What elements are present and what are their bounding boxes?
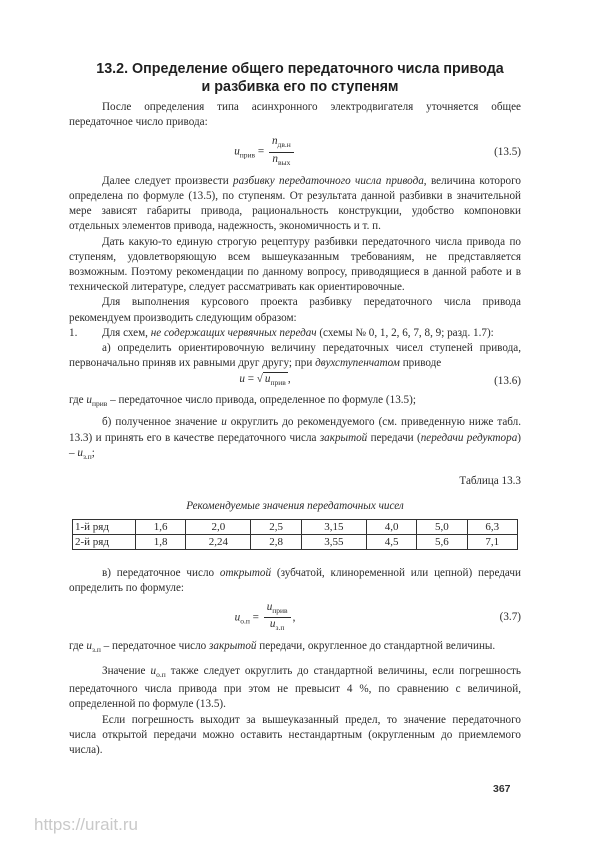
paragraph-course-project: Для выполнения курсового проекта разбивку передаточного числа привода рекомендуем производить следующим образом:: [69, 296, 521, 324]
formula-13-5: $u_{прив}$ = $\frac{n_{дв.н}}{n_{вых}}$ (13.5): [234, 135, 521, 167]
list-item-1: 1. Для схем, не содержащих червячных передач (схемы № 0, 1, 2, 6, 7, 8, 9; разд. 1.7):: [69, 326, 494, 339]
table-cell: 2,0: [186, 519, 251, 534]
paragraph-rounding: Значение $u_{о.п}$ также следует округлить до стандартной величины, если погрешность передаточного числа привода при этом не превысит 4 %, по сравнению с величиной, определенной по формуле (13.5).: [69, 664, 521, 711]
table-cell: 2,8: [251, 534, 301, 549]
equation-label: (3.7): [499, 611, 521, 624]
table-cell: 3,15: [301, 519, 366, 534]
fraction: $\frac{u_{прив}}{u_{з.п}}$: [264, 601, 291, 634]
watermark: https://urait.ru: [34, 815, 138, 834]
table-cell: 1,8: [136, 534, 186, 549]
heading-line-1: 13.2. Определение общего передаточного числа привода: [96, 61, 504, 77]
table-cell: 4,5: [366, 534, 416, 549]
sqrt-sign: √: [256, 373, 263, 386]
step-b: б) полученное значение u округлить до рекомендуемого (см. приведенную ниже табл. 13.3) и принять его в качестве передаточного числа закрытой передачи (передачи редуктора) – $u_{з.п}$;: [69, 416, 521, 461]
equation-label: (13.5): [494, 145, 521, 158]
paragraph-breakdown: Далее следует произвести разбивку передаточного числа привода, величина которого определена по формуле (13.5), по ступеням. От результата данной разбивки в значительной мере зависят габариты привода, рациональность конструкции, удобство компоновки отдельных элементов привода, надежность, экономичность и т. п.: [69, 174, 521, 233]
heading-line-2: и разбивка его по ступеням: [201, 79, 399, 95]
paragraph-intro: После определения типа асинхронного электродвигателя уточняется общее передаточное число привода:: [69, 101, 521, 129]
table-cell: 4,0: [366, 519, 416, 534]
fraction: $\frac{n_{дв.н}}{n_{вых}}$: [269, 135, 294, 168]
body-text: [69, 100, 521, 758]
formula-13-6: u = √ $u_{прив}$ , (13.6): [239, 373, 521, 388]
paragraph-recipe: Дать какую-то единую строгую рецептуру разбивки передаточного числа привода по ступеням, удовлетворяющую всем вышеуказанным требованиям, не представляется возможным. Поэтому рекомендации по данному вопросу, приводящиеся в данной работе и в технической литературе, следует рассматривать как ориентировочные.: [69, 235, 521, 294]
table-cell: 2,24: [186, 534, 251, 549]
section-heading: [80, 60, 520, 96]
equation-label: (13.6): [494, 375, 521, 388]
table-cell: 1,6: [136, 519, 186, 534]
row-header: 2-й ряд: [73, 534, 136, 549]
ratio-table: [72, 519, 518, 550]
page-number: 367: [493, 783, 511, 795]
table-title: Рекомендуемые значения передаточных чисел: [186, 500, 404, 513]
table-cell: 7,1: [467, 534, 517, 549]
where-clause-1: где $u_{прив}$ – передаточное число привода, определенное по формуле (13.5);: [69, 393, 416, 409]
table-cell: 2,5: [251, 519, 301, 534]
table-caption: Таблица 13.3: [459, 475, 521, 488]
table-cell: 5,6: [417, 534, 467, 549]
table-row: [73, 534, 518, 549]
row-header: 1-й ряд: [73, 519, 136, 534]
step-v: в) передаточное число открытой (зубчатой, клиноременной или цепной) передачи определить по формуле:: [69, 566, 521, 594]
table-cell: 5,0: [417, 519, 467, 534]
step-a: а) определить ориентировочную величину передаточных чисел ступеней привода, первоначально приняв их равными друг другу; при двухступенчатом приводе: [69, 342, 521, 370]
formula-3-7: $u_{о.п}$ = $\frac{u_{прив}}{u_{з.п}}$ , (3.7): [234, 600, 521, 633]
paragraph-error: Если погрешность выходит за вышеуказанный предел, то значение передаточного числа открытой передачи можно оставить нестандартным (округленным до приемлемого числа).: [69, 713, 521, 757]
table-cell: 6,3: [467, 519, 517, 534]
table-row: [73, 519, 518, 534]
where-clause-2: где $u_{з.п}$ – передаточное число закрытой передачи, округленное до стандартной величины.: [69, 640, 496, 655]
table-cell: 3,55: [301, 534, 366, 549]
